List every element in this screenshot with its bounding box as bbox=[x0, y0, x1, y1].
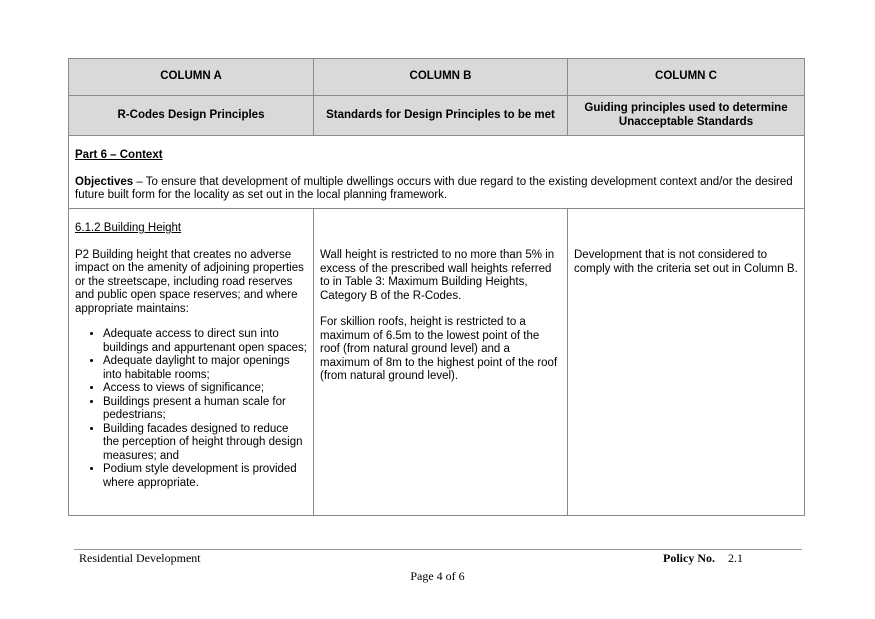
list-item: • Podium style development is provided where appropriate. bbox=[103, 463, 307, 490]
objectives-paragraph bbox=[75, 176, 797, 203]
column-subheader-row bbox=[69, 96, 804, 136]
column-a-subheader: R-Codes Design Principles bbox=[69, 96, 314, 135]
column-b-header: COLUMN B bbox=[314, 59, 568, 95]
footer-document-title: Residential Development bbox=[79, 551, 201, 565]
standard-paragraph-1: Wall height is restricted to no more than 5% in excess of the prescribed wall heights referred to in Table 3: Maximum Building Heights, Category B of the R-Codes. bbox=[320, 249, 555, 302]
part-title: Part 6 – Context bbox=[75, 149, 163, 161]
building-height-row bbox=[69, 209, 804, 515]
footer-policy-label: Policy No. bbox=[663, 551, 715, 565]
footer-divider bbox=[74, 549, 802, 550]
objectives-text: – To ensure that development of multiple dwellings occurs with due regard to the existing development context and/or the desired future built form for the locality as set out in the local planning framework. bbox=[75, 175, 793, 201]
principle-list bbox=[75, 328, 307, 490]
footer-policy-number: 2.1 bbox=[728, 551, 743, 565]
design-principles-table bbox=[68, 58, 805, 516]
column-c-header: COLUMN C bbox=[655, 70, 717, 83]
list-item: • Access to views of significance; bbox=[103, 382, 307, 396]
column-a-header: COLUMN A bbox=[69, 59, 314, 95]
context-row bbox=[69, 136, 804, 209]
column-c-cell bbox=[568, 209, 804, 515]
column-b-subheader: Standards for Design Principles to be met bbox=[314, 96, 568, 135]
principle-intro: P2 Building height that creates no adverse impact on the amenity of adjoining properties or the streetscape, including road reserves and public open space reserves; and where appropriate maintains: bbox=[75, 248, 304, 315]
column-header-row bbox=[69, 59, 804, 96]
list-item: • Building facades designed to reduce the perception of height through design measures; and bbox=[103, 423, 307, 464]
standard-paragraph-2: For skillion roofs, height is restricted to a maximum of 6.5m to the lowest point of the roof (from natural ground level) and a maximum of 8m to the highest point of the roof (from natural ground level). bbox=[320, 316, 558, 382]
context-block bbox=[75, 149, 797, 203]
list-item: • Adequate daylight to major openings into habitable rooms; bbox=[103, 355, 307, 382]
column-c-subheader: Guiding principles used to determine Unacceptable Standards bbox=[584, 102, 788, 128]
column-b-cell bbox=[314, 209, 568, 515]
section-title: 6.1.2 Building Height bbox=[75, 222, 182, 234]
column-a-cell bbox=[69, 209, 314, 515]
objectives-label: Objectives bbox=[75, 175, 134, 188]
unacceptable-standard-paragraph: Development that is not considered to comply with the criteria set out in Column B. bbox=[574, 249, 798, 275]
footer-page-number: Page 4 of 6 bbox=[410, 569, 465, 583]
list-item: • Buildings present a human scale for pedestrians; bbox=[103, 396, 307, 423]
list-item: • Adequate access to direct sun into buildings and appurtenant open spaces; bbox=[103, 328, 307, 355]
